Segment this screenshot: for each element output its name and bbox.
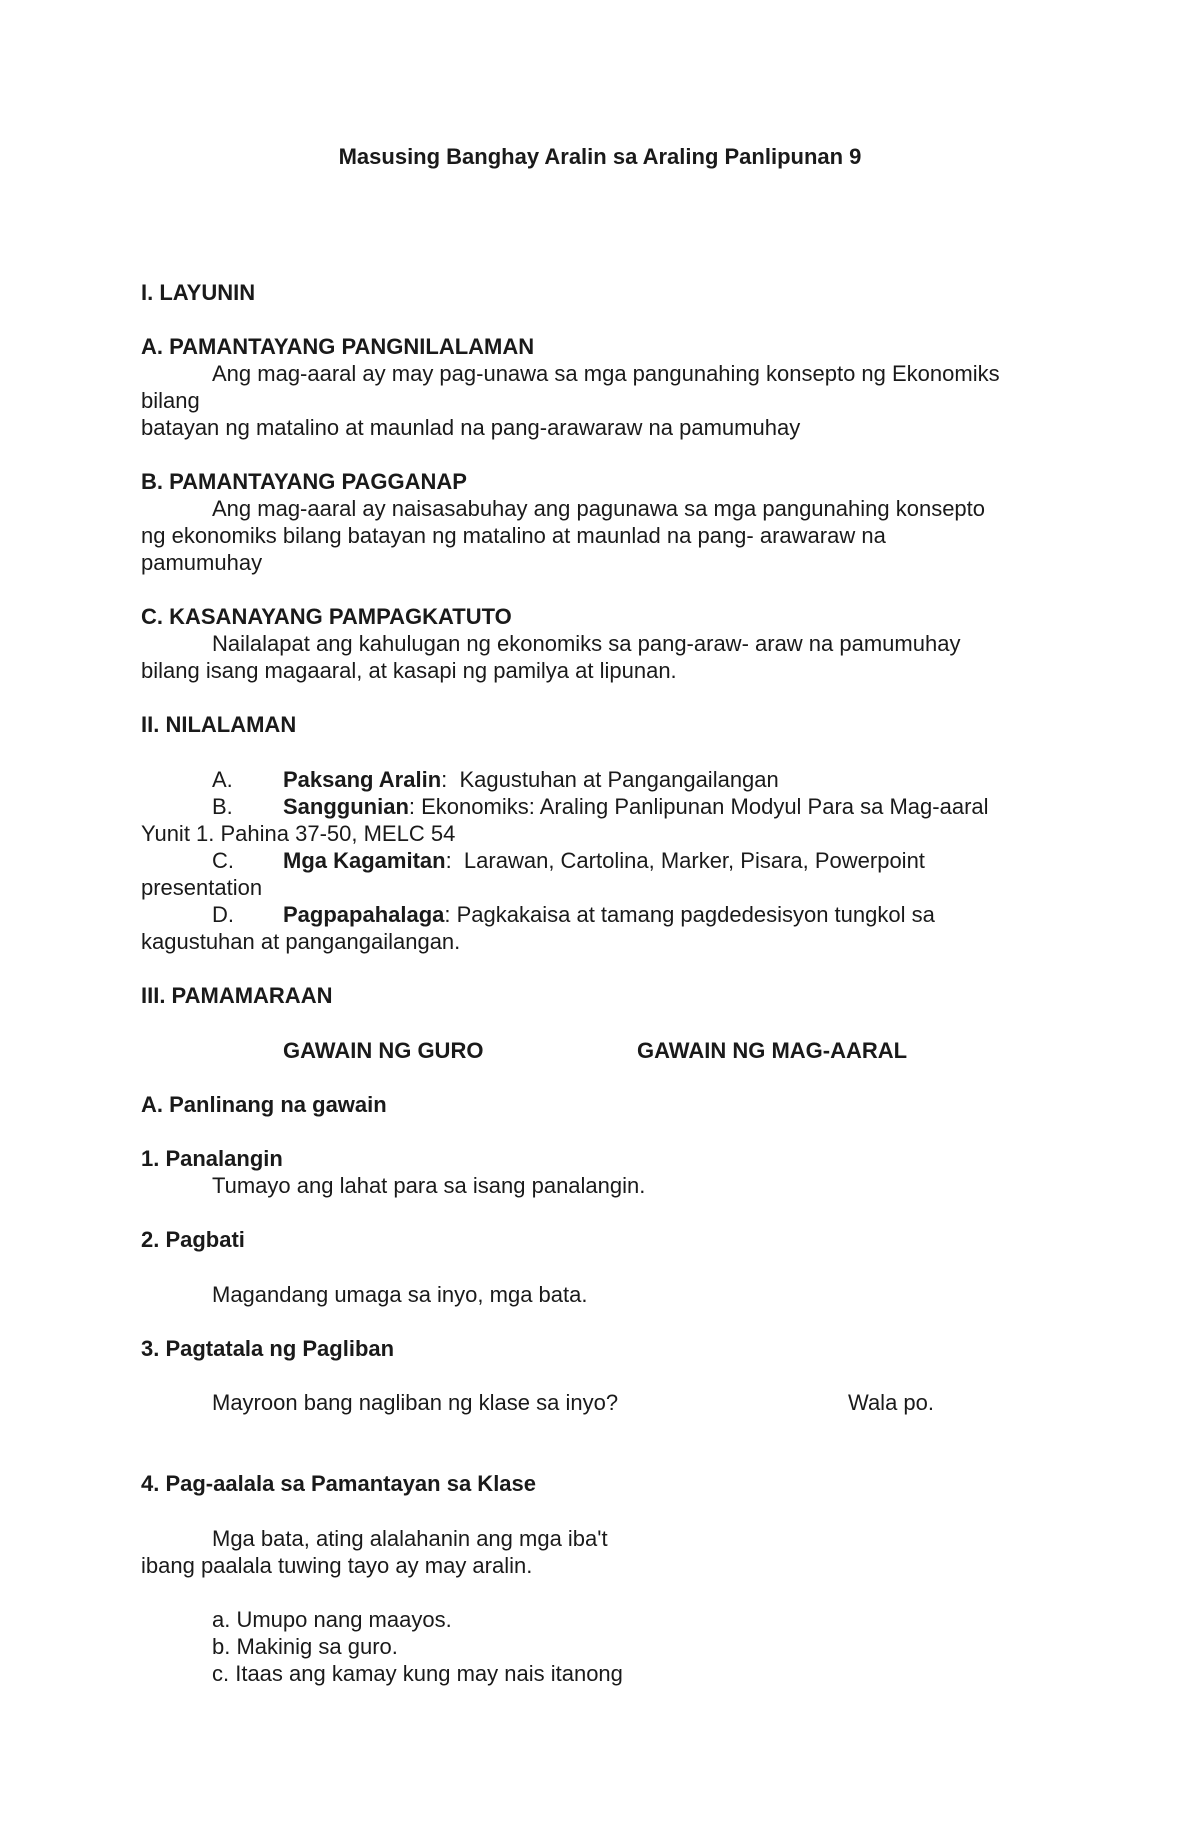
pagganap-text-2: ng ekonomiks bilang batayan ng matalino at maunlad na pang- arawaraw na xyxy=(141,523,886,548)
nilalaman-item-continuation: Yunit 1. Pahina 37-50, MELC 54 xyxy=(141,821,456,846)
nilalaman-item xyxy=(283,847,925,874)
rule-item: a. Umupo nang maayos. xyxy=(212,1607,452,1632)
pagganap-text-1: Ang mag-aaral ay naisasabuhay ang pagunawa sa mga pangunahing konsepto xyxy=(212,496,986,521)
pagtatala-magaaral-text: Wala po. xyxy=(848,1390,935,1415)
column-heading-magaaral: GAWAIN NG MAG-AARAL xyxy=(637,1038,908,1063)
pampagkatuto-text-2: bilang isang magaaral, at kasapi ng pamilya at lipunan. xyxy=(141,658,677,683)
nilalaman-item xyxy=(283,793,989,820)
pampagkatuto-text-1: Nailalapat ang kahulugan ng ekonomiks sa pang-araw- araw na pamumuhay xyxy=(212,631,961,656)
pangnilalaman-text-1: Ang mag-aaral ay may pag-unawa sa mga pangunahing konsepto ng Ekonomiks xyxy=(212,361,1000,386)
kasanayang-pampagkatuto-heading: C. KASANAYANG PAMPAGKATUTO xyxy=(141,604,512,629)
panalangin-heading: 1. Panalangin xyxy=(141,1146,283,1171)
panlinang-na-gawain-heading: A. Panlinang na gawain xyxy=(141,1092,387,1117)
pagtatala-heading: 3. Pagtatala ng Pagliban xyxy=(141,1336,395,1361)
nilalaman-item-text: : Kagustuhan at Pangangailangan xyxy=(441,767,779,792)
nilalaman-item-term: Paksang Aralin xyxy=(283,767,442,792)
pamantayan-text-1: Mga bata, ating alalahanin ang mga iba't xyxy=(212,1526,608,1551)
nilalaman-heading: II. NILALAMAN xyxy=(141,712,297,737)
nilalaman-item xyxy=(283,766,779,793)
layunin-heading: I. LAYUNIN xyxy=(141,280,256,305)
pamantayan-text-2: ibang paalala tuwing tayo ay may aralin. xyxy=(141,1553,533,1578)
nilalaman-item-term: Pagpapahalaga xyxy=(283,902,445,927)
pagbati-heading: 2. Pagbati xyxy=(141,1227,245,1252)
pamamaraan-heading: III. PAMAMARAAN xyxy=(141,983,333,1008)
nilalaman-item-letter: C. xyxy=(212,848,234,873)
page-title: Masusing Banghay Aralin sa Araling Panlipunan 9 xyxy=(338,144,862,169)
nilalaman-item xyxy=(283,901,935,928)
nilalaman-item-continuation: kagustuhan at pangangailangan. xyxy=(141,929,461,954)
nilalaman-item-continuation: presentation xyxy=(141,875,263,900)
nilalaman-item-letter: D. xyxy=(212,902,234,927)
nilalaman-item-letter: A. xyxy=(212,767,233,792)
nilalaman-item-text: : Larawan, Cartolina, Marker, Pisara, Powerpoint xyxy=(445,848,925,873)
nilalaman-item-text: : Pagkakaisa at tamang pagdedesisyon tungkol sa xyxy=(444,902,935,927)
pagbati-guro-text: Magandang umaga sa inyo, mga bata. xyxy=(212,1282,588,1307)
column-heading-guro: GAWAIN NG GURO xyxy=(283,1038,484,1063)
pamantayang-pangnilalaman-heading: A. PAMANTAYANG PANGNILALAMAN xyxy=(141,334,535,359)
pamantayang-pagganap-heading: B. PAMANTAYANG PAGGANAP xyxy=(141,469,467,494)
pagganap-text-3: pamumuhay xyxy=(141,550,263,575)
nilalaman-item-term: Sanggunian xyxy=(283,794,409,819)
rule-item: c. Itaas ang kamay kung may nais itanong xyxy=(212,1661,623,1686)
nilalaman-item-term: Mga Kagamitan xyxy=(283,848,446,873)
pamantayan-sa-klase-heading: 4. Pag-aalala sa Pamantayan sa Klase xyxy=(141,1471,537,1496)
panalangin-guro-text: Tumayo ang lahat para sa isang panalangin. xyxy=(212,1173,646,1198)
nilalaman-item-letter: B. xyxy=(212,794,233,819)
pangnilalaman-text-2: bilang xyxy=(141,388,200,413)
pagtatala-guro-text: Mayroon bang nagliban ng klase sa inyo? xyxy=(212,1390,619,1415)
nilalaman-item-text: : Ekonomiks: Araling Panlipunan Modyul Para sa Mag-aaral xyxy=(408,794,989,819)
pangnilalaman-text-3: batayan ng matalino at maunlad na pang-arawaraw na pamumuhay xyxy=(141,415,801,440)
rule-item: b. Makinig sa guro. xyxy=(212,1634,398,1659)
